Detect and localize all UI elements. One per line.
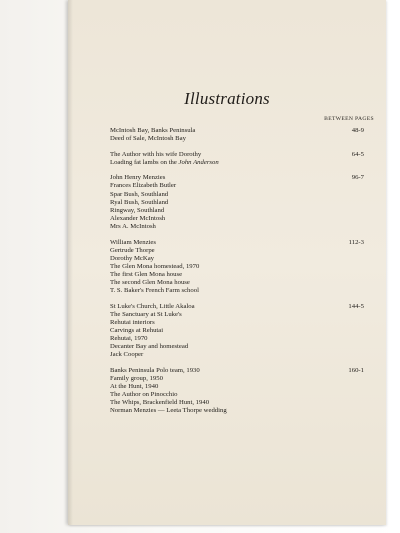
list-item-text: Loading fat lambs on the: [110, 158, 179, 166]
list-item: T. S. Baker's French Farm school: [110, 287, 199, 295]
list-item: Rehutai, 1970: [110, 335, 148, 343]
list-section: [110, 367, 374, 416]
list-item: Jack Cooper: [110, 351, 144, 359]
list-item: Carvings at Rehutai: [110, 326, 164, 334]
list-item: Ryal Bush, Southland: [110, 198, 169, 206]
list-section: [110, 174, 374, 231]
list-item: Rehutai interiors: [110, 318, 155, 326]
list-section: [110, 303, 374, 360]
list-item: Ringway, Southland: [110, 206, 165, 214]
page-range: 112-3: [348, 238, 364, 246]
list-item: The Author on Pinocchio: [110, 391, 178, 399]
list-item: Gertrude Thorpe: [110, 246, 155, 254]
list-section: [110, 239, 374, 296]
list-item: The second Glen Mona house: [110, 279, 190, 286]
list-item: Frances Elizabeth Butler: [110, 182, 177, 190]
list-item: Family group, 1950: [110, 374, 163, 382]
ship-name: John Anderson: [178, 158, 219, 166]
list-item: Dorothy McKay: [110, 254, 155, 262]
list-item: Deed of Sale, McIntosh Bay: [110, 135, 186, 143]
list-item: The Author with his wife Dorothy: [110, 150, 202, 158]
page-range: 48-9: [351, 127, 364, 134]
page-title: Illustrations: [184, 89, 270, 108]
list-item: Alexander McIntosh: [110, 214, 166, 222]
list-item: The Glen Mona homestead, 1970: [110, 262, 200, 270]
list-item: The Whips, Brackenfield Hunt, 1940: [110, 399, 210, 407]
list-item: St Luke's Church, Little Akaloa: [110, 302, 195, 310]
book-page: [68, 0, 386, 525]
list-item: Banks Peninsula Polo team, 1930: [110, 366, 200, 374]
page-range: 64-5: [351, 150, 364, 158]
column-header: BETWEEN PAGES: [324, 116, 374, 122]
list-item: McIntosh Bay, Banks Peninsula: [110, 127, 196, 134]
list-section: [110, 151, 374, 167]
page-range: 160-1: [348, 366, 364, 374]
illustrations-list: [110, 127, 374, 423]
page-range: 96-7: [351, 174, 364, 182]
list-item: William Menzies: [110, 238, 156, 246]
list-item: John Henry Menzies: [110, 174, 166, 182]
list-item: Mrs A. McIntosh: [110, 222, 156, 230]
list-item: The first Glen Mona house: [110, 270, 183, 278]
list-item: At the Hunt, 1940: [110, 383, 159, 391]
list-item: [110, 159, 374, 167]
list-section: [110, 127, 374, 143]
list-item: Decanter Bay and homestead: [110, 343, 189, 351]
page-range: 144-5: [348, 302, 364, 310]
list-item: Norman Menzies — Leeta Thorpe wedding: [110, 407, 227, 415]
list-item: The Sanctuary at St Luke's: [110, 310, 182, 318]
list-item: Spar Bush, Southland: [110, 190, 169, 198]
